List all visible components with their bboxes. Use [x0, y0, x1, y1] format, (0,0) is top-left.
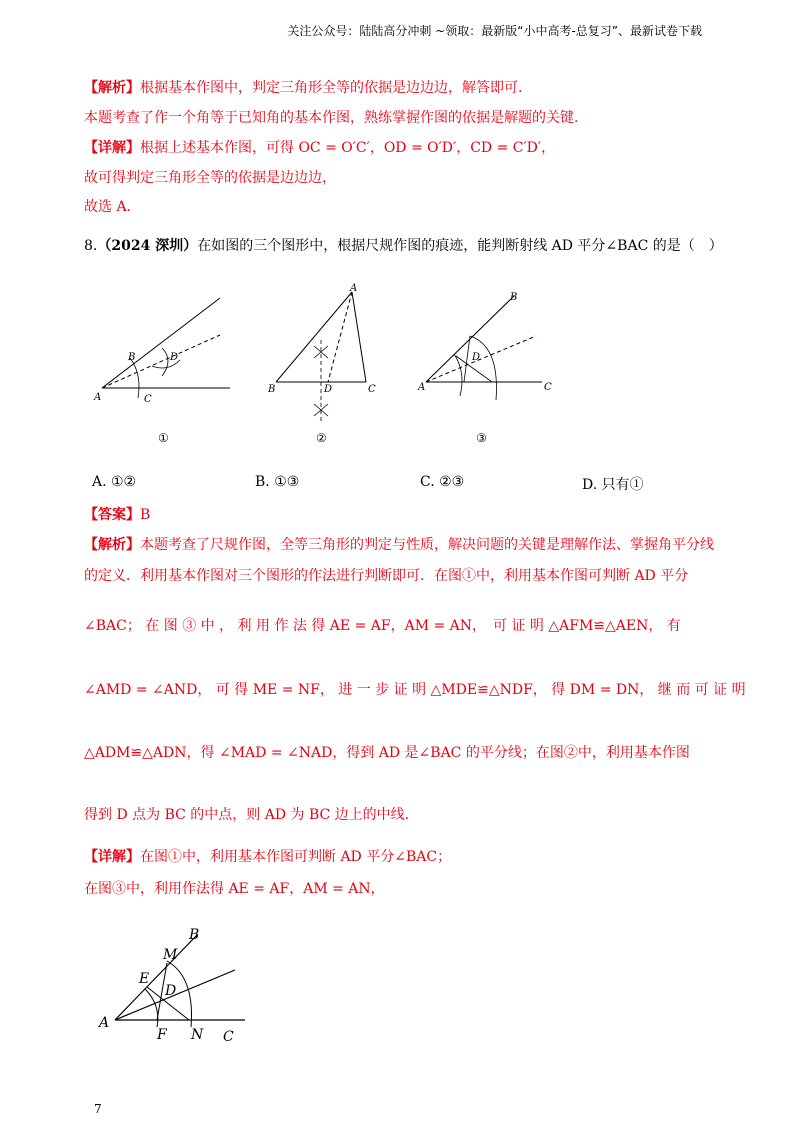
- figure-2: [258, 282, 388, 447]
- figure-3: [410, 288, 560, 450]
- fig4-label-N: N: [191, 1027, 204, 1043]
- figure-1: [90, 290, 240, 450]
- page-header: 关注公众号：陆陆高分冲刺 ~领取：最新版“小中高考-总复习”、最新试卷下载: [287, 24, 702, 38]
- fig1-label-D: D: [170, 352, 179, 363]
- detail2-text-1: 在图①中，利用基本作图可判断 AD 平分∠BAC；: [140, 849, 452, 865]
- option-d: D. 只有①: [582, 477, 644, 493]
- answer-value: B: [140, 507, 151, 523]
- fig4-label-B: B: [189, 927, 200, 943]
- fig3-label-C: C: [544, 382, 552, 393]
- fig3-label-A: A: [418, 382, 426, 393]
- fig4-label-C: C: [223, 1029, 234, 1045]
- analysis2-line-5: △ADM≌△ADN，得 ∠MAD = ∠NAD，得到 AD 是∠BAC 的平分线；在图②中，利用基本作图: [84, 745, 690, 761]
- detail-text: 根据上述基本作图，可得 OC = O′C′，OD = O′D′，CD = C′D′，: [140, 140, 556, 156]
- fig2-caption: ②: [316, 431, 327, 445]
- analysis2-line-2: 的定义．利用基本作图对三个图形的作法进行判断即可．在图①中，利用基本作图可判断 AD 平分: [84, 568, 689, 584]
- detail-line: [84, 139, 555, 157]
- analysis2-line-1: [84, 536, 714, 554]
- detail2-label: 【详解】: [84, 849, 140, 865]
- fig1-label-B: B: [128, 352, 136, 363]
- fig1-caption: ①: [158, 431, 169, 445]
- fig4-label-F: F: [157, 1027, 167, 1043]
- question-stem: [84, 237, 723, 255]
- fig2-label-C: C: [368, 384, 376, 395]
- fig4-label-M: M: [163, 947, 178, 963]
- fig3-caption: ③: [476, 431, 487, 445]
- fig1-label-C: C: [144, 394, 152, 405]
- detail2-line-2: 在图③中，利用作法得 AE = AF，AM = AN，: [84, 881, 385, 897]
- conclusion-line: 故可得判定三角形全等的依据是边边边，: [84, 170, 336, 186]
- figure-4: [95, 925, 265, 1050]
- option-a: A. ①②: [92, 474, 137, 490]
- fig3-label-D: D: [472, 352, 481, 363]
- detail2-line-1: [84, 848, 451, 866]
- fig3-label-B: B: [510, 292, 518, 303]
- analysis-text: 根据基本作图中，判定三角形全等的依据是边边边，解答即可.: [140, 80, 523, 96]
- fig2-label-D: D: [324, 384, 333, 395]
- detail-label: 【详解】: [84, 140, 140, 156]
- answer-label: 【答案】: [84, 507, 140, 523]
- analysis2-line-4: ∠AMD = ∠AND， 可 得 ME = NF， 进 一 步 证 明 △MDE≌△NDF， 得 DM = DN， 继 而 可 证 明: [84, 682, 746, 698]
- analysis-label: 【解析】: [84, 80, 140, 96]
- answer-line: [84, 506, 150, 524]
- choice-line: 故选 A.: [84, 199, 132, 215]
- fig2-label-B: B: [268, 384, 276, 395]
- option-b: B. ①③: [255, 474, 300, 490]
- fig1-label-A: A: [94, 392, 102, 403]
- question-tag: （2024 深圳）: [97, 238, 198, 254]
- summary-line: 本题考查了作一个角等于已知角的基本作图，熟练掌握作图的依据是解题的关键.: [84, 110, 579, 126]
- option-c: C. ②③: [420, 474, 465, 490]
- fig4-label-D: D: [165, 983, 177, 999]
- analysis-line: [84, 79, 522, 97]
- analysis2-text-1: 本题考查了尺规作图，全等三角形的判定与性质，解决问题的关键是理解作法、掌握角平分线: [140, 537, 714, 553]
- fig4-label-E: E: [139, 971, 150, 987]
- analysis2-line-3: ∠BAC； 在 图 ③ 中 ， 利 用 作 法 得 AE = AF，AM = AN， 可 证 明 △AFM≌△AEN， 有: [84, 618, 681, 634]
- page-number: 7: [94, 1102, 102, 1116]
- fig2-label-A: A: [350, 283, 358, 294]
- analysis2-line-6: 得到 D 点为 BC 的中点，则 AD 为 BC 边上的中线.: [84, 807, 410, 823]
- analysis2-label: 【解析】: [84, 537, 140, 553]
- question-text: 在如图的三个图形中，根据尺规作图的痕迹，能判断射线 AD 平分∠BAC 的是（ ）: [197, 238, 723, 254]
- fig4-label-A: A: [99, 1015, 110, 1031]
- question-number: 8.: [84, 238, 98, 254]
